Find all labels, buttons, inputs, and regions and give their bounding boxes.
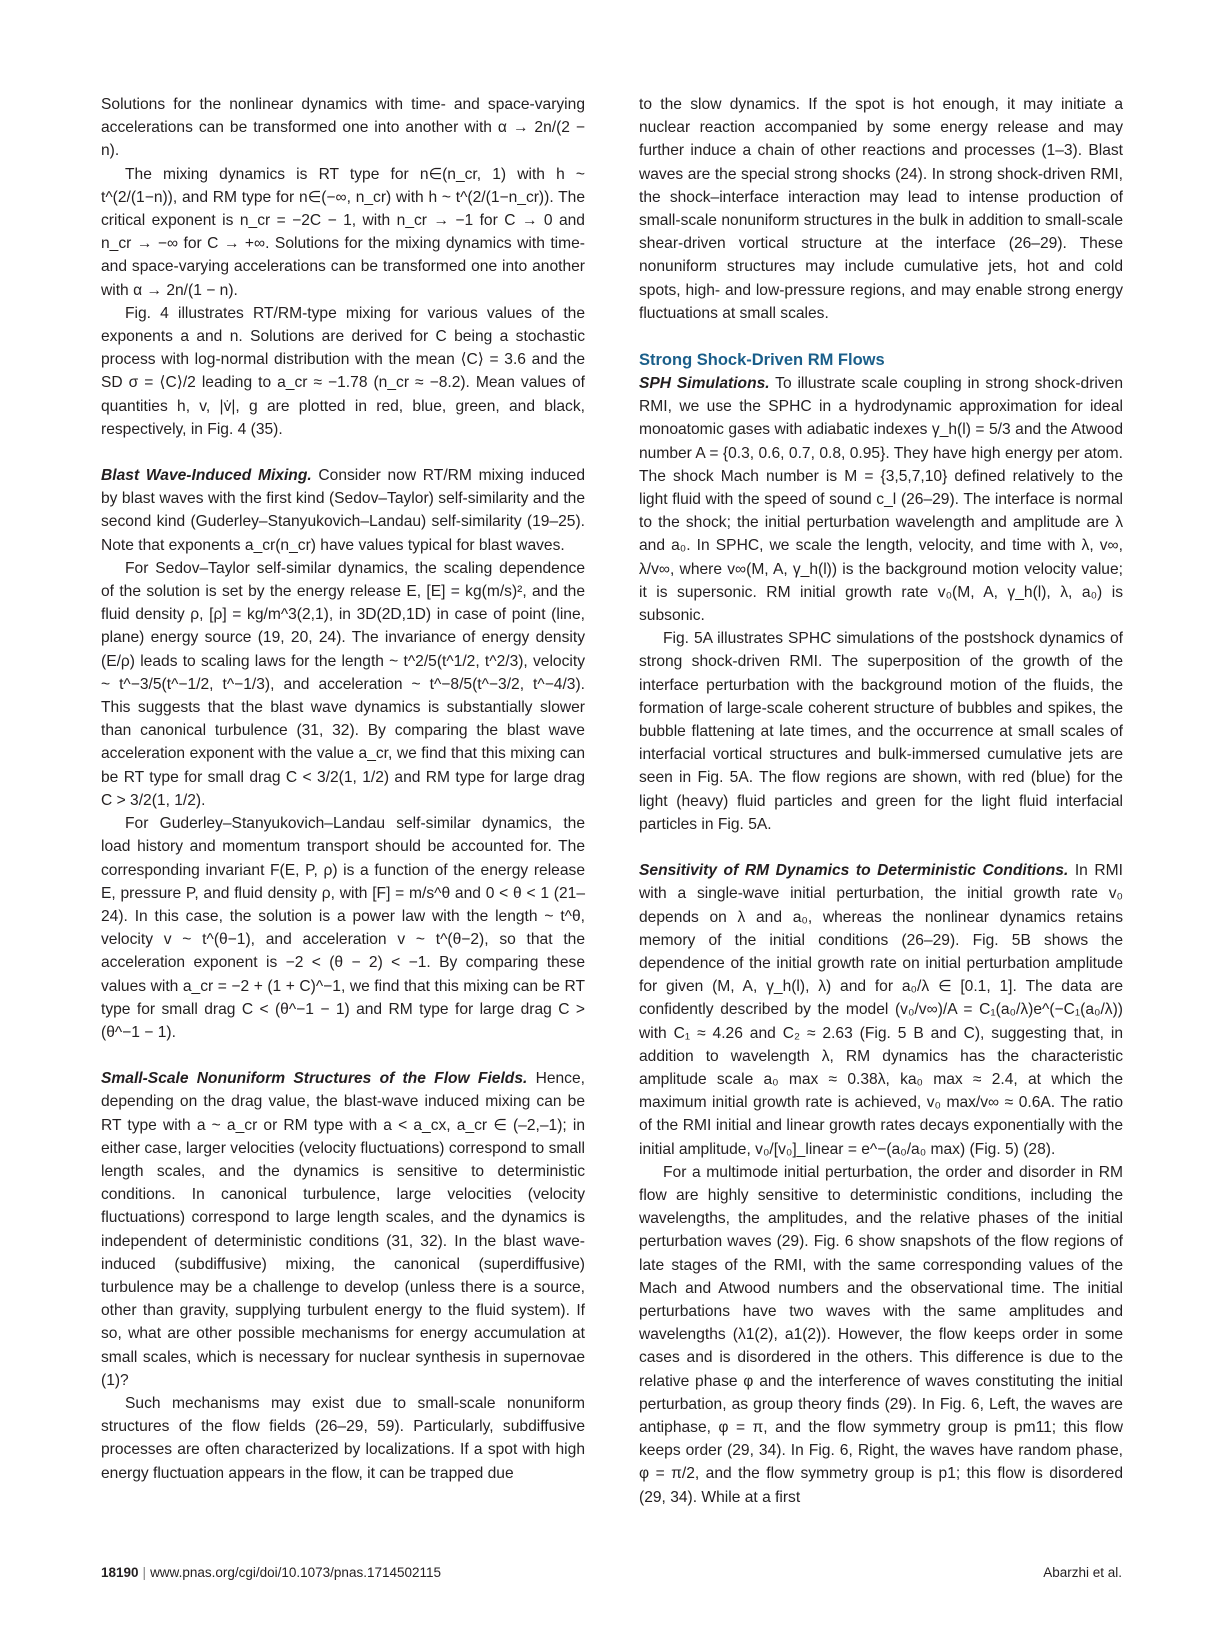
run-in-heading: SPH Simulations.	[639, 375, 770, 393]
paragraph-text: To illustrate scale coupling in strong shock-driven RMI, we use the SPHC in a hydrodynamic approximation for ideal monoatomic gases with adiabatic indexes γ_h(l) = 5/3 and the Atwood number A = {0.3, 0.6, 0.7, 0.8, 0.95}. They have high energy per atom. The shock Mach number is M = {3,5,7,10} defined relatively to the light fluid with the speed of sound c_l (26–29). The interface is normal to the shock; the initial perturbation wavelength and amplitude are λ and a₀. In SPHC, we scale the length, velocity, and time with λ, v∞, λ/v∞, where v∞(M, A, γ_h(l)) is the background motion velocity value; it is supersonic. RM initial growth rate v₀(M, A, γ_h(l), λ, a₀) is subsonic.	[639, 375, 1123, 625]
paragraph: The mixing dynamics is RT type for n∈(n_cr, 1) with h ~ t^(2/(1−n)), and RM type for n∈(−∞, n_cr) with h ~ t^(2/(1−n_cr)). The critical exponent is n_cr = −2C − 1, with n_cr → −1 for C → 0 and n_cr → −∞ for C → +∞. Solutions for the mixing dynamics with time- and space-varying accelerations can be transformed one into another with α → 2n/(1 − n).	[101, 165, 585, 299]
paragraph: Fig. 5A illustrates SPHC simulations of the postshock dynamics of strong shock-driven RMI. The superposition of the growth of the interface perturbation with the background motion of the fluids, the formation of large-scale coherent structure of bubbles and spikes, the bubble flattening at late times, and the occurrence at small scales of interfacial vortical structures and bulk-immersed cumulative jets are seen in Fig. 5A. The flow regions are shown, with red (blue) for the light (heavy) fluid particles and green for the light fluid interfacial particles in Fig. 5A.	[639, 630, 1123, 833]
paragraph	[639, 859, 1123, 1161]
footer-separator: |	[142, 1565, 147, 1580]
paragraph-text: Hence, depending on the drag value, the blast-wave induced mixing can be RT type with a ~ a_cr or RM type with a < a_cx, a_cr ∈ (–2,–1); in either case, larger velocities (velocity fluctuations) correspond to small length scales, and the dynamics is sensitive to deterministic conditions. In canonical turbulence, large velocities (velocity fluctuations) correspond to large length scales, and the dynamics is independent of deterministic conditions (31, 32). In the blast wave-induced (subdiffusive) mixing, the canonical (superdiffusive) turbulence may be a challenge to develop (unless there is a source, other than gravity, supplying turbulent energy to the fluid system). If so, what are other possible mechanisms for energy accumulation at small scales, which is necessary for nuclear synthesis in supernovae (1)?	[101, 1070, 585, 1389]
right-column	[639, 93, 1123, 1509]
paragraph: Fig. 4 illustrates RT/RM-type mixing for various values of the exponents a and n. Solutions are derived for C being a stochastic process with log-normal distribution with the mean ⟨C⟩ = 3.6 and the SD σ = ⟨C⟩/2 leading to a_cr ≈ −1.78 (n_cr ≈ −8.2). Mean values of quantities h, v, |v̇|, g are plotted in red, blue, green, and black, respectively, in Fig. 4 (35).	[101, 304, 585, 438]
paragraph: For a multimode initial perturbation, the order and disorder in RM flow are highly sensitive to deterministic conditions, including the wavelengths, the amplitudes, and the relative phases of the initial perturbation waves (29). Fig. 6 show snapshots of the flow regions of late stages of the RMI, with the same corresponding values of the Mach and Atwood numbers and the observational time. The initial perturbations have two waves with the same amplitudes and wavelengths (λ1(2), a1(2)). However, the flow keeps order in some cases and is disordered in the others. This difference is due to the relative phase φ and the interference of waves constituting the initial perturbation, as group theory finds (29). In Fig. 6, Left, the waves are antiphase, φ = π, and the flow symmetry group is pm11; this flow keeps order (29, 34). In Fig. 6, Right, the waves have random phase, φ = π/2, and the flow symmetry group is p1; this flow is disordered (29, 34). While at a first	[639, 1163, 1123, 1506]
paragraph	[639, 372, 1123, 627]
paragraph-text: Consider now RT/RM mixing induced by blast waves with the first kind (Sedov–Taylor) self-similarity and the second kind (Guderley–Stanyukovich–Landau) self-similarity (19–25). Note that exponents a_cr(n_cr) have values typical for blast waves.	[101, 467, 585, 554]
paragraph: For Sedov–Taylor self-similar dynamics, the scaling dependence of the solution is set by the energy release E, [E] = kg(m/s)², and the fluid density ρ, [ρ] = kg/m^3(2,1), in 3D(2D,1D) in case of point (line, plane) energy source (19, 20, 24). The invariance of energy density (E/ρ) leads to scaling laws for the length ~ t^2/5(t^1/2, t^2/3), velocity ~ t^−3/5(t^−1/2, t^−1/3), and acceleration ~ t^−8/5(t^−3/2, t^−4/3). This suggests that the blast wave dynamics is substantially slower than canonical turbulence (31, 32). By comparing the blast wave acceleration exponent with the value a_cr, we find that this mixing can be RT type for small drag C < 3/2(1, 1/2) and RM type for large drag C > 3/2(1, 1/2).	[101, 559, 585, 809]
footer-authors: Abarzhi et al.	[1043, 1565, 1122, 1580]
paragraph: Such mechanisms may exist due to small-scale nonuniform structures of the flow fields (26–29, 59). Particularly, subdiffusive processes are often characterized by localizations. If a spot with high energy fluctuation appears in the flow, it can be trapped due	[101, 1394, 585, 1482]
paragraph	[101, 1067, 585, 1392]
run-in-heading: Blast Wave-Induced Mixing.	[101, 467, 312, 485]
run-in-heading: Small-Scale Nonuniform Structures of the Flow Fields.	[101, 1070, 528, 1088]
page-footer	[101, 1564, 441, 1582]
left-column	[101, 93, 585, 1485]
section-heading: Strong Shock-Driven RM Flows	[639, 351, 885, 370]
paragraph: to the slow dynamics. If the spot is hot enough, it may initiate a nuclear reaction accompanied by some energy release and may further induce a chain of other reactions and processes (1–3). Blast waves are the special strong shocks (24). In strong shock-driven RMI, the shock–interface interaction may lead to intense production of small-scale nonuniform structures in the bulk in addition to small-scale shear-driven vortical structure at the interface (26–29). These nonuniform structures may include cumulative jets, hot and cold spots, high- and low-pressure regions, and may enable strong energy fluctuations at small scales.	[639, 96, 1123, 322]
paragraph-text: In RMI with a single-wave initial perturbation, the initial growth rate v₀ depends on λ and a₀, whereas the nonlinear dynamics retains memory of the initial conditions (26–29). Fig. 5B shows the dependence of the initial growth rate on initial perturbation amplitude for given (M, A, γ_h(l), λ) and for a₀/λ ∈ [0.1, 1]. The data are confidently described by the model (v₀/v∞)/A = C₁(a₀/λ)e^(−C₁(a₀/λ)) with C₁ ≈ 4.26 and C₂ ≈ 2.63 (Fig. 5 B and C), suggesting that, in addition to wavelength λ, RM dynamics has the characteristic amplitude scale a₀ max ≈ 0.38λ, ka₀ max ≈ 2.4, at which the maximum initial growth rate is achieved, v₀ max/v∞ ≈ 0.6A. The ratio of the RMI initial and linear growth rates decays exponentially with the initial amplitude, v₀/[v₀]_linear = e^−(a₀/a₀ max) (Fig. 5) (28).	[639, 862, 1123, 1158]
page-number: 18190	[101, 1565, 139, 1580]
run-in-heading: Sensitivity of RM Dynamics to Deterministic Conditions.	[639, 862, 1069, 880]
doi-link[interactable]: www.pnas.org/cgi/doi/10.1073/pnas.1714502115	[150, 1565, 442, 1580]
paragraph	[101, 464, 585, 557]
paragraph: For Guderley–Stanyukovich–Landau self-similar dynamics, the load history and momentum transport should be accounted for. The corresponding invariant F(E, P, ρ) is a function of the energy release E, pressure P, and fluid density ρ, with [F] = m/s^θ and 0 < θ < 1 (21–24). In this case, the solution is a power law with the length ~ t^θ, velocity v ~ t^(θ−1), and acceleration v ~ t^(θ−2), so that the acceleration exponent is −2 < (θ − 2) < −1. By comparing these values with a_cr = −2 + (1 + C)^−1, we find that this mixing can be RT type for small drag C < (θ^−1 − 1) and RM type for large drag C > (θ^−1 − 1).	[101, 815, 585, 1041]
paragraph: Solutions for the nonlinear dynamics with time- and space-varying accelerations can be transformed one into another with α → 2n/(2 − n).	[101, 96, 585, 160]
